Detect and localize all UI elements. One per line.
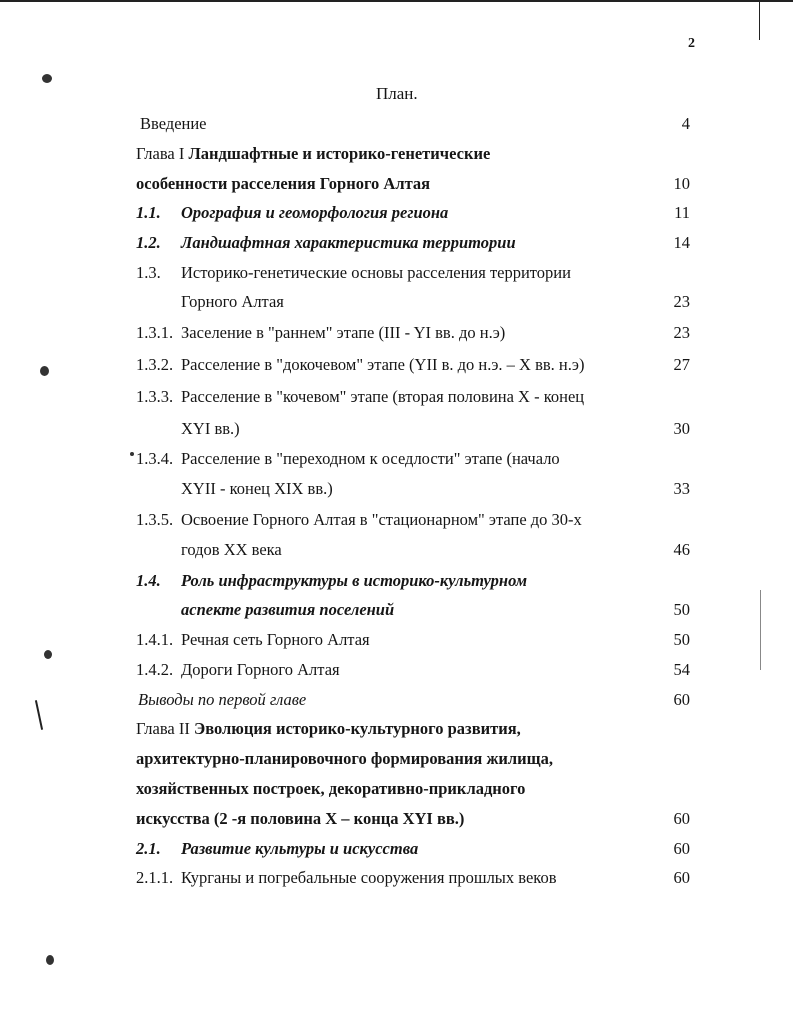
scan-edge-mark — [759, 0, 760, 40]
toc-entry-1-4-2[interactable]: 1.4.2. Дороги Горного Алтая — [136, 660, 340, 679]
toc-page: 4 — [681, 114, 690, 133]
toc-entry-1-3-4[interactable]: 1.3.4. Расселение в "переходном к оседлости" этапе (начало — [136, 449, 560, 468]
toc-chapter-1[interactable]: Глава I Ландшафтные и историко-генетические — [136, 144, 491, 163]
toc-entry-1-3-2[interactable]: 1.3.2. Расселение в "докочевом" этапе (YII в. до н.э. – X вв. н.э) — [136, 355, 585, 374]
toc-page: 33 — [673, 479, 690, 498]
toc-entry-1-4-1[interactable]: 1.4.1. Речная сеть Горного Алтая — [136, 630, 370, 649]
toc-entry-1-3-5[interactable]: 1.3.5. Освоение Горного Алтая в "стационарном" этапе до 30-х — [136, 510, 582, 529]
toc-chapter-2[interactable]: Глава II Эволюция историко-культурного развития, — [136, 719, 521, 738]
scan-edge-mark — [35, 700, 43, 730]
toc-entry-1-3-5-cont: годов XX века — [181, 540, 282, 559]
toc-page: 60 — [673, 868, 690, 887]
scan-speck — [42, 74, 52, 83]
scan-speck — [130, 452, 134, 456]
scan-speck — [40, 366, 49, 376]
toc-chapter-2-cont: хозяйственных построек, декоративно-прикладного — [136, 779, 526, 798]
toc-chapter-2-cont: архитектурно-планировочного формирования жилища, — [136, 749, 553, 768]
toc-page: 50 — [673, 630, 690, 649]
toc-page: 50 — [673, 600, 690, 619]
toc-page: 23 — [673, 292, 690, 311]
toc-chapter-1-cont: особенности расселения Горного Алтая — [136, 174, 431, 193]
toc-page: 60 — [673, 839, 690, 858]
toc-entry-1-3-cont: Горного Алтая — [181, 292, 284, 311]
toc-page: 30 — [673, 419, 690, 438]
toc-entry-1-2[interactable]: 1.2. Ландшафтная характеристика территории — [136, 233, 516, 252]
toc-page: 11 — [674, 203, 690, 222]
toc-entry-conclusions-1[interactable]: Выводы по первой главе — [138, 690, 307, 709]
toc-page: 10 — [673, 174, 690, 193]
toc-page: 46 — [673, 540, 690, 559]
page-title: План. — [376, 84, 418, 103]
scan-top-edge — [0, 0, 793, 2]
toc-page: 54 — [673, 660, 690, 679]
toc-entry-2-1[interactable]: 2.1. Развитие культуры и искусства — [136, 839, 419, 858]
toc-page: 27 — [673, 355, 690, 374]
toc-page: 60 — [673, 809, 690, 828]
toc-entry-2-1-1[interactable]: 2.1.1. Курганы и погребальные сооружения прошлых веков — [136, 868, 557, 887]
toc-chapter-2-cont: искусства (2 -я половина X – конца XYI вв.) — [136, 809, 465, 828]
toc-page: 60 — [673, 690, 690, 709]
toc-entry-1-3-3-cont: XYI вв.) — [181, 419, 240, 438]
toc-page: 23 — [673, 323, 690, 342]
page-number: 2 — [688, 36, 695, 51]
toc-entry-1-3[interactable]: 1.3. Историко-генетические основы расселения территории — [136, 263, 571, 282]
scan-speck — [44, 650, 52, 659]
toc-page: 14 — [673, 233, 690, 252]
scan-edge-mark — [760, 590, 761, 670]
toc-entry-1-3-3[interactable]: 1.3.3. Расселение в "кочевом" этапе (вторая половина X - конец — [136, 387, 585, 406]
toc-entry-1-1[interactable]: 1.1. Орография и геоморфология региона — [136, 203, 449, 222]
toc-entry-1-3-1[interactable]: 1.3.1. Заселение в "раннем" этапе (III - YI вв. до н.э) — [136, 323, 506, 342]
scan-speck — [46, 955, 54, 965]
toc-entry-intro[interactable]: Введение — [140, 114, 207, 133]
toc-entry-1-4[interactable]: 1.4. Роль инфраструктуры в историко-культурном — [136, 571, 528, 590]
toc-entry-1-4-cont: аспекте развития поселений — [181, 600, 395, 619]
toc-entry-1-3-4-cont: XYII - конец XIX вв.) — [181, 479, 333, 498]
